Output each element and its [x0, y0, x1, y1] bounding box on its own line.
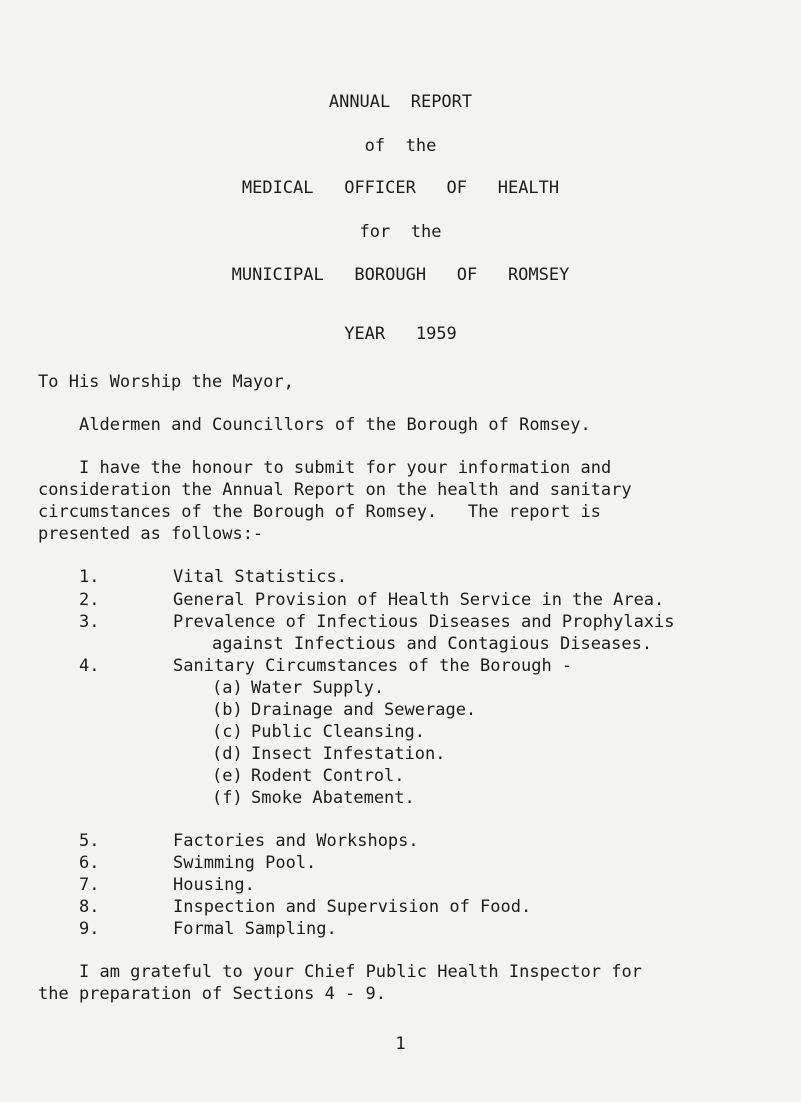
- title-annual-report: ANNUAL REPORT: [328, 92, 473, 112]
- section-number: 9.: [79, 919, 100, 939]
- page-number: 1: [395, 1034, 406, 1054]
- subsection-title: Drainage and Sewerage.: [251, 700, 477, 720]
- title-year: YEAR 1959: [344, 324, 457, 344]
- intro-line-3: circumstances of the Borough of Romsey. The report is: [38, 502, 601, 522]
- section-number: 1.: [79, 567, 100, 587]
- section-number: 5.: [79, 831, 100, 851]
- subsection-label: (c): [212, 722, 243, 742]
- subsection-title: Smoke Abatement.: [251, 788, 415, 808]
- title-medical-officer: MEDICAL OFFICER OF HEALTH: [241, 178, 560, 198]
- section-title: Vital Statistics.: [173, 567, 347, 587]
- section-number: 2.: [79, 590, 100, 610]
- section-title: Prevalence of Infectious Diseases and Prophylaxis: [173, 612, 675, 632]
- title-for-the: for the: [359, 222, 442, 242]
- subsection-label: (d): [212, 744, 243, 764]
- subsection-title: Insect Infestation.: [251, 744, 446, 764]
- section-title: Factories and Workshops.: [173, 831, 419, 851]
- closing-line-2: the preparation of Sections 4 - 9.: [38, 984, 386, 1004]
- addressees: Aldermen and Councillors of the Borough of Romsey.: [79, 415, 591, 435]
- closing-line-1: I am grateful to your Chief Public Health Inspector for: [79, 962, 642, 982]
- section-number: 8.: [79, 897, 100, 917]
- subsection-title: Public Cleansing.: [251, 722, 425, 742]
- intro-line-2: consideration the Annual Report on the health and sanitary: [38, 480, 632, 500]
- section-title: Housing.: [173, 875, 255, 895]
- salutation: To His Worship the Mayor,: [38, 372, 294, 392]
- section-title: Inspection and Supervision of Food.: [173, 897, 532, 917]
- section-title: Sanitary Circumstances of the Borough -: [173, 656, 573, 676]
- intro-line-1: I have the honour to submit for your information and: [79, 458, 612, 478]
- title-borough: MUNICIPAL BOROUGH OF ROMSEY: [231, 265, 570, 285]
- subsection-label: (f): [212, 788, 243, 808]
- subsection-label: (a): [212, 678, 243, 698]
- section-title-continuation: against Infectious and Contagious Diseases.: [212, 634, 653, 654]
- subsection-label: (b): [212, 700, 243, 720]
- section-number: 7.: [79, 875, 100, 895]
- subsection-title: Rodent Control.: [251, 766, 405, 786]
- title-of-the: of the: [364, 136, 437, 156]
- section-title: Swimming Pool.: [173, 853, 317, 873]
- section-number: 6.: [79, 853, 100, 873]
- subsection-title: Water Supply.: [251, 678, 385, 698]
- subsection-label: (e): [212, 766, 243, 786]
- section-number: 3.: [79, 612, 100, 632]
- section-number: 4.: [79, 656, 100, 676]
- section-title: Formal Sampling.: [173, 919, 337, 939]
- intro-line-4: presented as follows:-: [38, 524, 264, 544]
- section-title: General Provision of Health Service in the Area.: [173, 590, 665, 610]
